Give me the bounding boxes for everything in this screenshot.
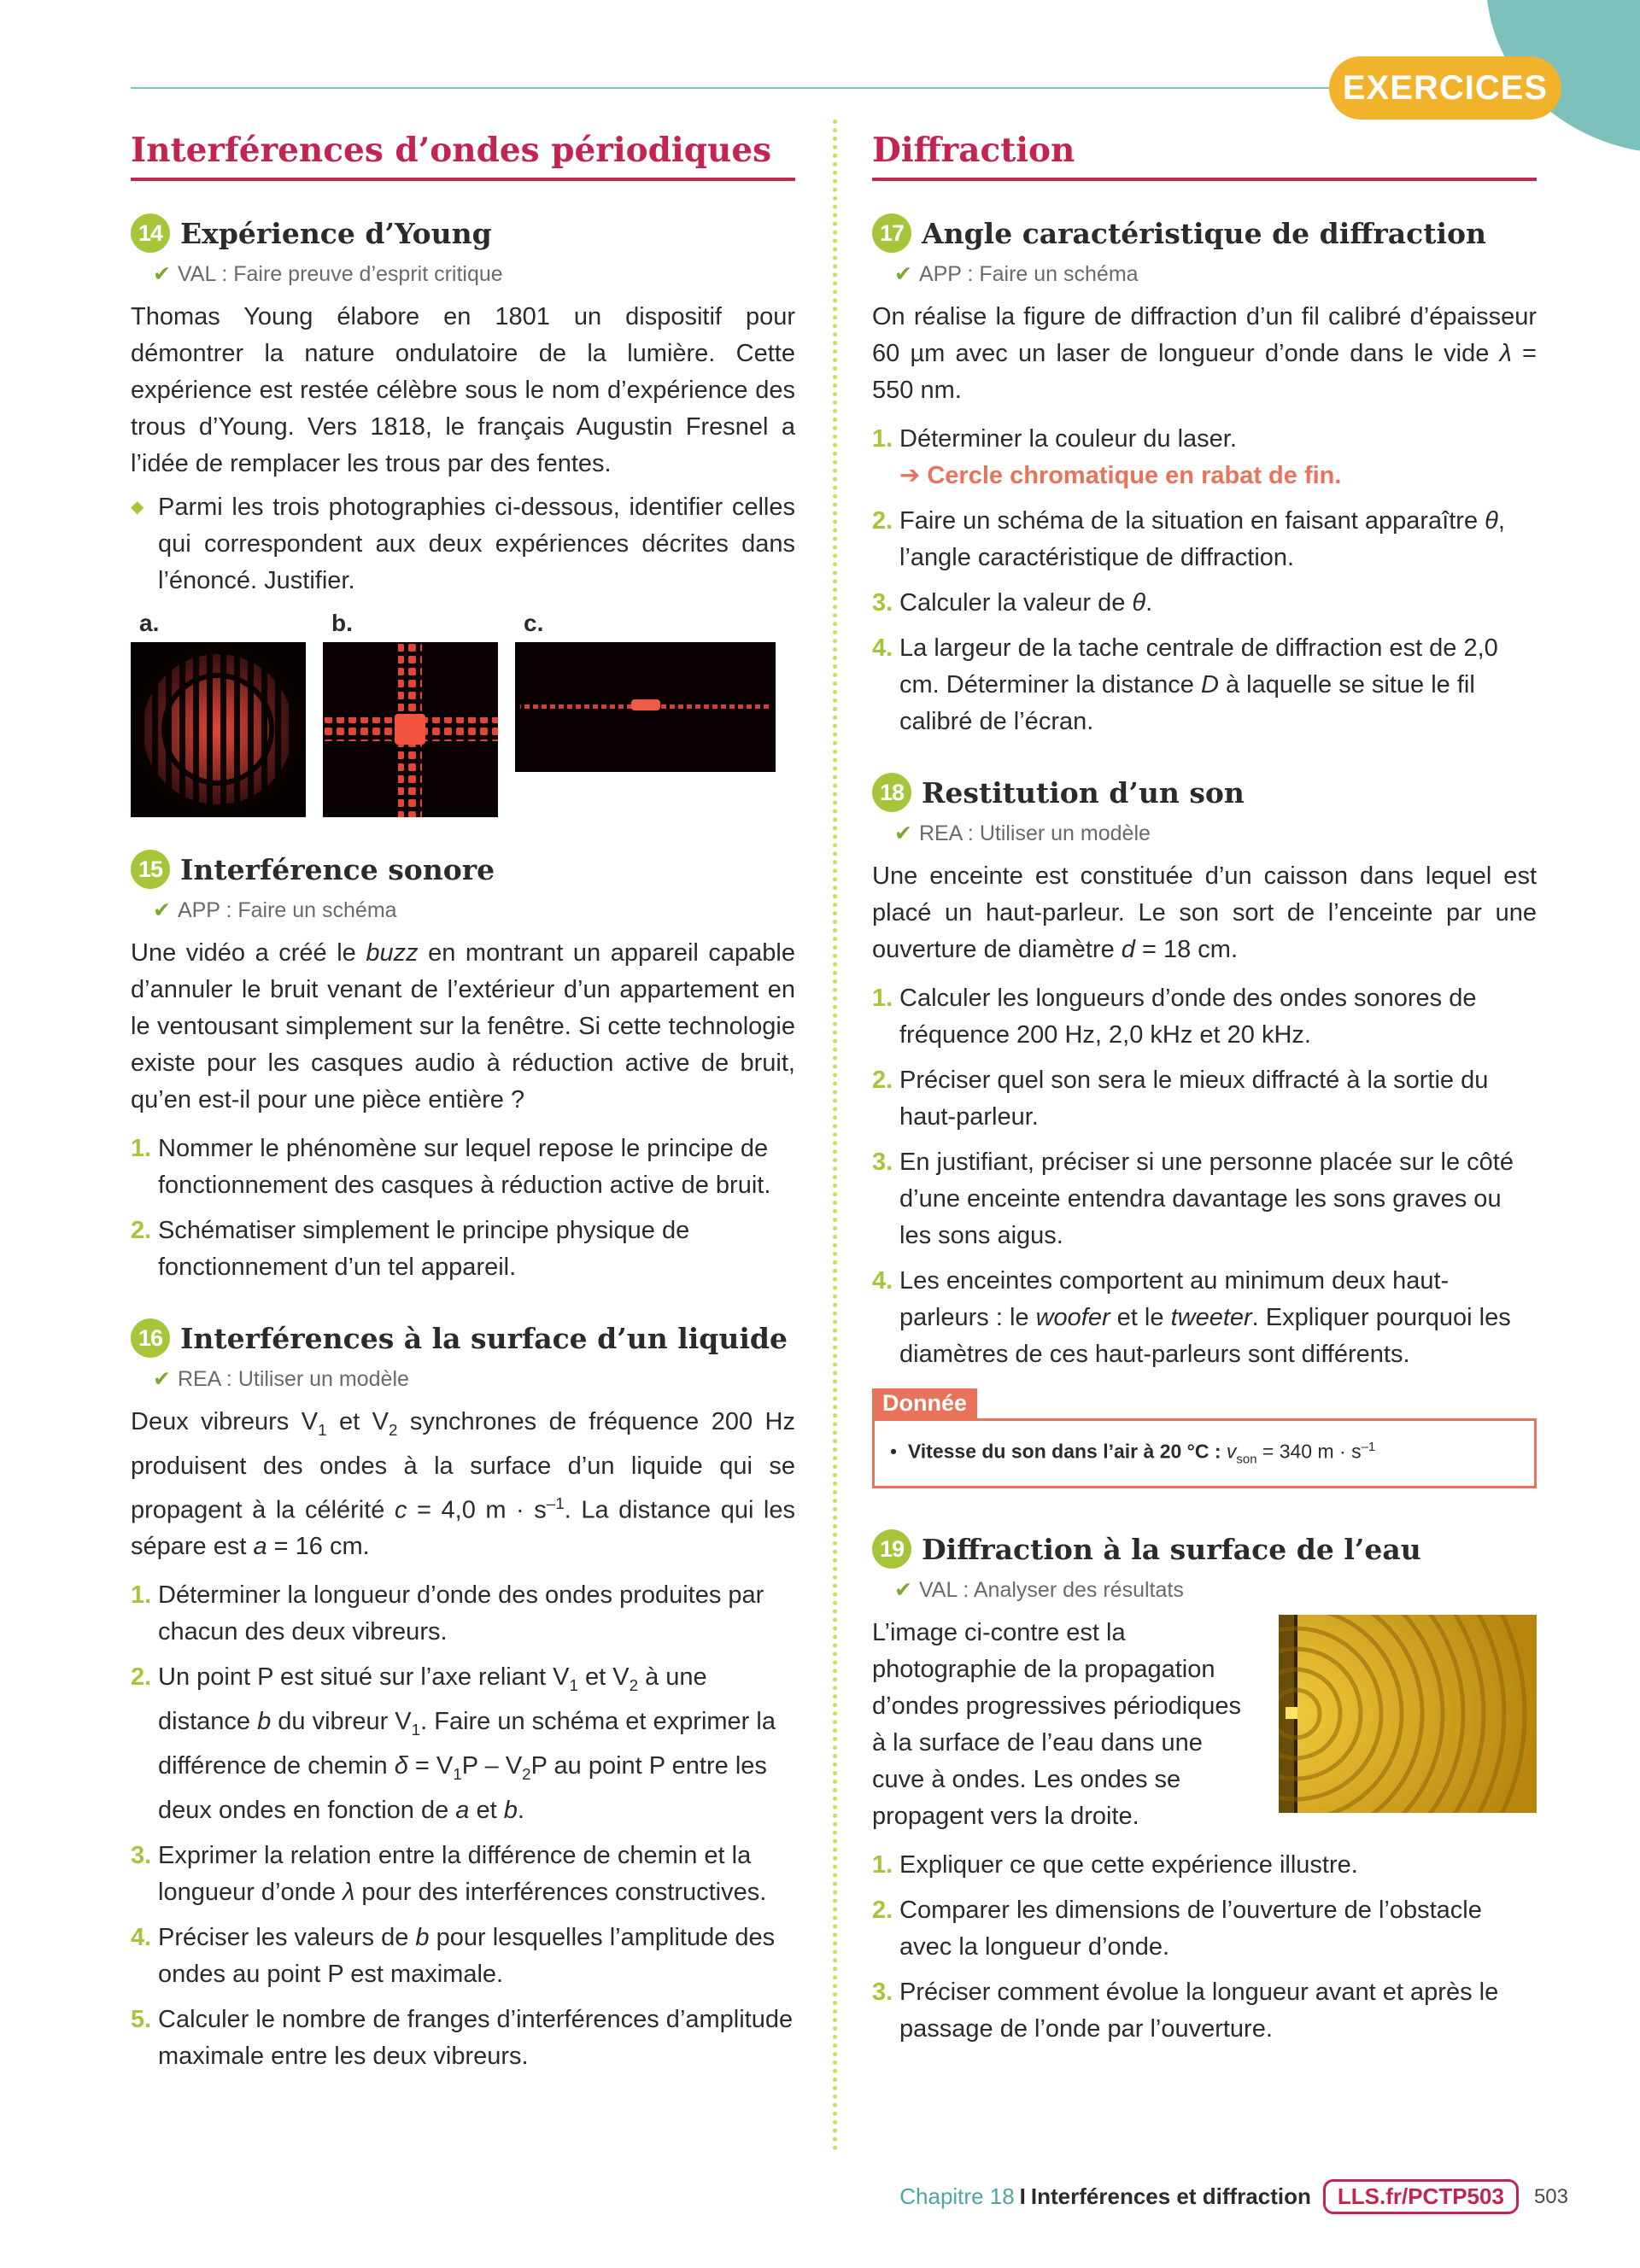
exercise-18 [872, 769, 1537, 1488]
footer-separator: I [1019, 2183, 1026, 2209]
exercices-tag: EXERCICES [1329, 56, 1561, 120]
question-item: 1. Déterminer la couleur du laser. ➔ Cercle chromatique en rabat de fin. [872, 425, 1342, 489]
photo-label: c. [524, 610, 544, 636]
exercise-intro: L’image ci-contre est la photographie de la propagation d’ondes progressives périodiques à la surface de l’eau dans une cuve à ondes. Les ondes se propagent vers la droite. [872, 1619, 1242, 1831]
exercise-header [872, 210, 1537, 256]
question-item: 5. Calculer le nombre de franges d’interférences d’amplitude maximale entre les deux vibreurs. [131, 2005, 794, 2070]
exercise-title: Expérience d’Young [180, 216, 492, 250]
data-box [872, 1388, 1537, 1488]
photo-label: b. [331, 610, 353, 636]
exercise-header [131, 846, 795, 892]
question-list [872, 1847, 1537, 2048]
exercise-intro: Thomas Young élabore en 1801 un dispositif pour démontrer la nature ondulatoire de la lumière. Cette expérience est restée célèbre sous le nom d’expérience des trous d’Young. Vers 1818, le français Augustin Fresnel a l’idée de remplacer les trous par des fentes. [131, 303, 795, 477]
question-list [872, 980, 1537, 1373]
exercise-number-badge: 14 [131, 213, 170, 253]
skill-line [153, 896, 795, 925]
check-icon: ✔ [894, 1578, 912, 1603]
photo-ripple-tank [1279, 1615, 1537, 1813]
photo-row [131, 610, 795, 817]
exercise-number-badge: 18 [872, 773, 911, 812]
skill-text: APP : Faire un schéma [177, 898, 397, 922]
hint-link: ➔ Cercle chromatique en rabat de fin. [899, 462, 1342, 489]
question-item: 3. Préciser comment évolue la longueur avant et après le passage de l’onde par l’ouverture. [872, 1979, 1499, 2043]
question-list [131, 1131, 795, 1286]
skill-line [153, 1365, 795, 1394]
question-item: 2. Préciser quel son sera le mieux diffracté à la sortie du haut-parleur. [872, 1067, 1489, 1131]
section-title-diffraction: Diffraction [872, 128, 1537, 181]
check-icon: ✔ [153, 1367, 171, 1391]
exercise-title: Angle caractéristique de diffraction [922, 216, 1486, 250]
photo-c [515, 610, 776, 817]
exercise-number-badge: 17 [872, 213, 911, 253]
question-list [131, 1577, 795, 2074]
skill-text: REA : Utiliser un modèle [177, 1367, 409, 1391]
exercise-number-badge: 15 [131, 850, 170, 889]
exercise-number-badge: 16 [131, 1318, 170, 1358]
header-rule [131, 87, 1344, 89]
left-column [131, 128, 795, 2104]
skill-line [894, 260, 1537, 289]
exercise-19 [872, 1526, 1537, 2048]
question-item: 3. Exprimer la relation entre la différence de chemin et la longueur d’onde λ pour des interférences constructives. [131, 1841, 767, 1906]
skill-text: APP : Faire un schéma [918, 262, 1139, 286]
skill-text: VAL : Faire preuve d’esprit critique [177, 262, 503, 286]
skill-text: REA : Utiliser un modèle [918, 821, 1151, 845]
photo-rings-fringes [131, 642, 306, 817]
question-item: 1. Nommer le phénomène sur lequel repose le principe de fonctionnement des casques à réduction active de bruit. [131, 1135, 771, 1199]
column-divider [833, 120, 837, 2152]
footer-chapter: Chapitre 18 [899, 2183, 1015, 2209]
photo-label: a. [139, 610, 160, 636]
question-item: 3. En justifiant, préciser si une personne placée sur le côté d’une enceinte entendra davantage les sons graves ou les sons aigus. [872, 1149, 1514, 1249]
exercise-header [131, 210, 795, 256]
exercise-14 [131, 210, 795, 817]
exercise-header [131, 1315, 795, 1361]
question-item: 2. Comparer les dimensions de l’ouverture de l’obstacle avec la longueur d’onde. [872, 1897, 1482, 1961]
exercise-17 [872, 210, 1537, 740]
check-icon: ✔ [894, 821, 912, 845]
question-list [872, 421, 1537, 740]
photo-slit-pattern [515, 642, 776, 772]
exercise-intro: Une vidéo a créé le buzz en montrant un appareil capable d’annuler le bruit venant de l’extérieur d’un appartement en le ventousant simplement sur la fenêtre. Si cette technologie existe pour les casques audio à réduction active de bruit, qu’en est-il pour une pièce entière ? [131, 939, 795, 1114]
footer-chapter-title: Interférences et diffraction [1030, 2183, 1311, 2209]
question-item: 2. Faire un schéma de la situation en faisant apparaître θ, l’angle caractéristique de diffraction. [872, 507, 1505, 571]
skill-text: VAL : Analyser des résultats [918, 1578, 1184, 1603]
exercise-header [872, 1526, 1537, 1572]
question-item: 1. Calculer les longueurs d’onde des ondes sonores de fréquence 200 Hz, 2,0 kHz et 20 kHz. [872, 985, 1477, 1049]
exercise-intro: On réalise la figure de diffraction d’un fil calibré d’épaisseur 60 µm avec un laser de longueur d’onde dans le vide λ = 550 nm. [872, 303, 1537, 404]
exercise-title: Interférences à la surface d’un liquide [180, 1321, 788, 1355]
data-box-content: • Vitesse du son dans l’air à 20 °C : $v_{son} = 340$ $m \cdot s^{-1}$ [872, 1418, 1537, 1488]
data-box-label: Donnée [872, 1388, 977, 1418]
skill-line [894, 1575, 1537, 1605]
check-icon: ✔ [153, 898, 171, 922]
photo-cross-pattern [323, 642, 498, 817]
question-item: 2. Schématiser simplement le principe physique de fonctionnement d’un tel appareil. [131, 1217, 690, 1281]
page-footer [0, 2179, 1568, 2214]
question-item: 1. Déterminer la longueur d’onde des ondes produites par chacun des deux vibreurs. [131, 1581, 764, 1646]
right-column [872, 128, 1537, 2077]
question-item: 2. Un point P est situé sur l’axe reliant $V_1$ et $V_2$ à une distance b du vibreur $V_1$. Faire un schéma et exprimer la différence de chemin $\delta = V_1P - V_2P$ au point P entre les deux ondes en fonction de a et b. [131, 1663, 776, 1824]
skill-line [153, 260, 795, 289]
exercise-title: Restitution d’un son [922, 775, 1245, 810]
question-item: 4. La largeur de la tache centrale de diffraction est de 2,0 cm. Déterminer la distance D à laquelle se situe le fil calibré de l’écran. [872, 634, 1498, 735]
question-item: 4. Les enceintes comportent au minimum deux haut-parleurs : le woofer et le tweeter. Expliquer pourquoi les diamètres de ces haut-parleurs sont différents. [872, 1267, 1511, 1368]
exercise-16 [131, 1315, 795, 2075]
exercise-header [872, 769, 1537, 815]
photo-b [323, 610, 498, 817]
question-item: 1. Expliquer ce que cette expérience illustre. [872, 1851, 1358, 1879]
section-title-interferences: Interférences d’ondes périodiques [131, 128, 795, 181]
exercise-intro: Une enceinte est constituée d’un caisson dans lequel est placé un haut-parleur. Le son sort de l’enceinte par une ouverture de diamètre d = 18 cm. [872, 862, 1537, 963]
check-icon: ✔ [894, 262, 912, 286]
question-item: 4. Préciser les valeurs de b pour lesquelles l’amplitude des ondes au point P est maximale. [131, 1923, 776, 1988]
exercise-15 [131, 846, 795, 1286]
footer-web-link[interactable]: LLS.fr/PCTP503 [1323, 2179, 1519, 2214]
bullet-text: Parmi les trois photographies ci-dessous, identifier celles qui correspondent aux deux expériences décrites dans l’énoncé. Justifier. [158, 494, 795, 594]
bullet-question [131, 489, 795, 599]
exercise-intro: Deux vibreurs $V_1$ et $V_2$ synchrones de fréquence 200 Hz produisent des ondes à la surface d’un liquide qui se propagent à la célérité c = 4,0 $m \cdot s^{-1}$. La distance qui les sépare est a = 16 cm. [131, 1408, 796, 1561]
question-item: 3. Calculer la valeur de θ. [872, 589, 1153, 617]
page-number: 503 [1533, 2184, 1568, 2208]
check-icon: ✔ [153, 262, 171, 286]
skill-line [894, 819, 1537, 848]
photo-a [131, 610, 306, 817]
exercise-title: Interférence sonore [180, 852, 495, 886]
exercise-title: Diffraction à la surface de l’eau [922, 1532, 1421, 1566]
exercise-number-badge: 19 [872, 1529, 911, 1569]
diamond-bullet-icon: ◆ [131, 498, 144, 517]
